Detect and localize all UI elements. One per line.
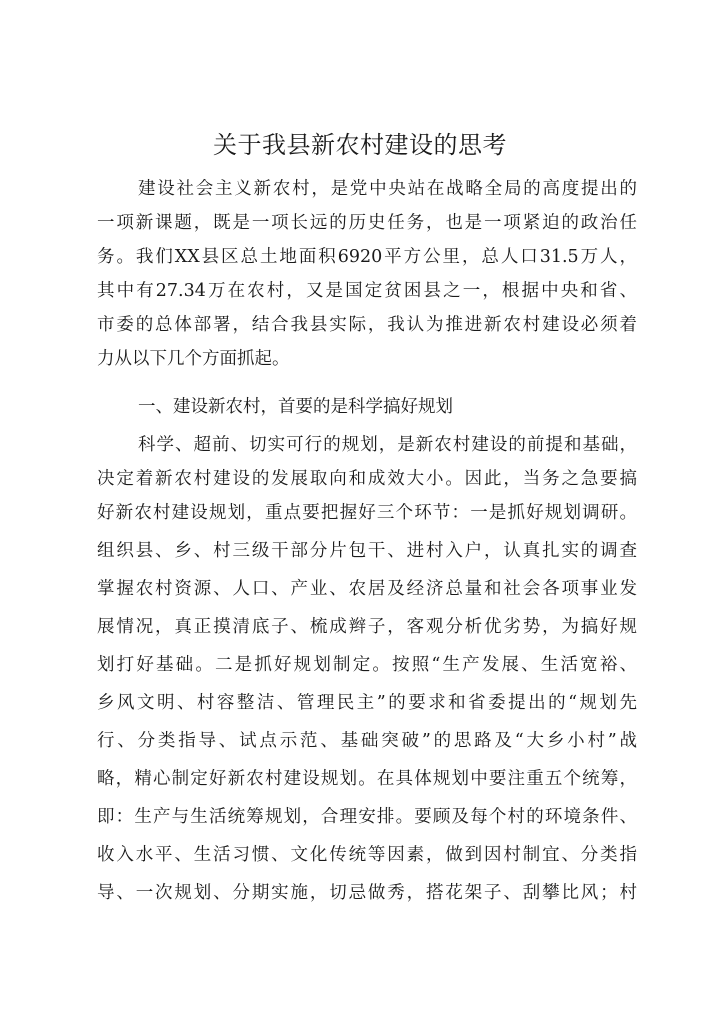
paragraph-line: 市委的总体部署，结合我县实际，我认为推进新农村建设必须着 [97, 315, 637, 335]
paragraph-line: 力从以下几个方面抓起。 [97, 349, 290, 369]
paragraph-line: 其中有27.34万在农村，又是国定贫困县之一，根据中央和省、 [97, 281, 637, 301]
document-title: 关于我县新农村建设的思考 [213, 131, 507, 159]
paragraph-line: 掌握农村资源、人口、产业、农居及经济总量和社会各项事业发 [97, 579, 637, 599]
paragraph-line: 展情况，真正摸清底子、梳成辫子，客观分析优劣势，为搞好规 [97, 617, 637, 637]
section-heading: 一、建设新农村，首要的是科学搞好规划 [138, 397, 453, 417]
paragraph-line: 行、分类指导、试点示范、基础突破”的思路及“大乡小村”战 [97, 731, 637, 751]
paragraph-line: 划打好基础。二是抓好规划制定。按照“生产发展、生活宽裕、 [97, 655, 637, 675]
paragraph-line: 科学、超前、切实可行的规划，是新农村建设的前提和基础， [138, 435, 637, 455]
paragraph-line: 导、一次规划、分期实施，切忌做秀，搭花架子、刮攀比风；村 [97, 883, 637, 903]
paragraph-line: 决定着新农村建设的发展取向和成效大小。因此，当务之急要搞 [97, 469, 637, 489]
paragraph-line: 建设社会主义新农村，是党中央站在战略全局的高度提出的 [138, 179, 637, 199]
paragraph-line: 即：生产与生活统筹规划，合理安排。要顾及每个村的环境条件、 [97, 807, 637, 827]
paragraph-line: 收入水平、生活习惯、文化传统等因素，做到因村制宜、分类指 [97, 845, 637, 865]
paragraph-line: 务。我们XX县区总土地面积6920平方公里，总人口31.5万人， [97, 247, 637, 267]
paragraph-line: 乡风文明、村容整洁、管理民主”的要求和省委提出的“规划先 [97, 693, 637, 713]
paragraph-line: 略，精心制定好新农村建设规划。在具体规划中要注重五个统筹， [97, 769, 637, 789]
paragraph-line: 一项新课题，既是一项长远的历史任务，也是一项紧迫的政治任 [97, 213, 637, 233]
paragraph-line: 组织县、乡、村三级干部分片包干、进村入户，认真扎实的调查 [97, 541, 637, 561]
paragraph-line: 好新农村建设规划，重点要把握好三个环节：一是抓好规划调研。 [97, 503, 637, 523]
